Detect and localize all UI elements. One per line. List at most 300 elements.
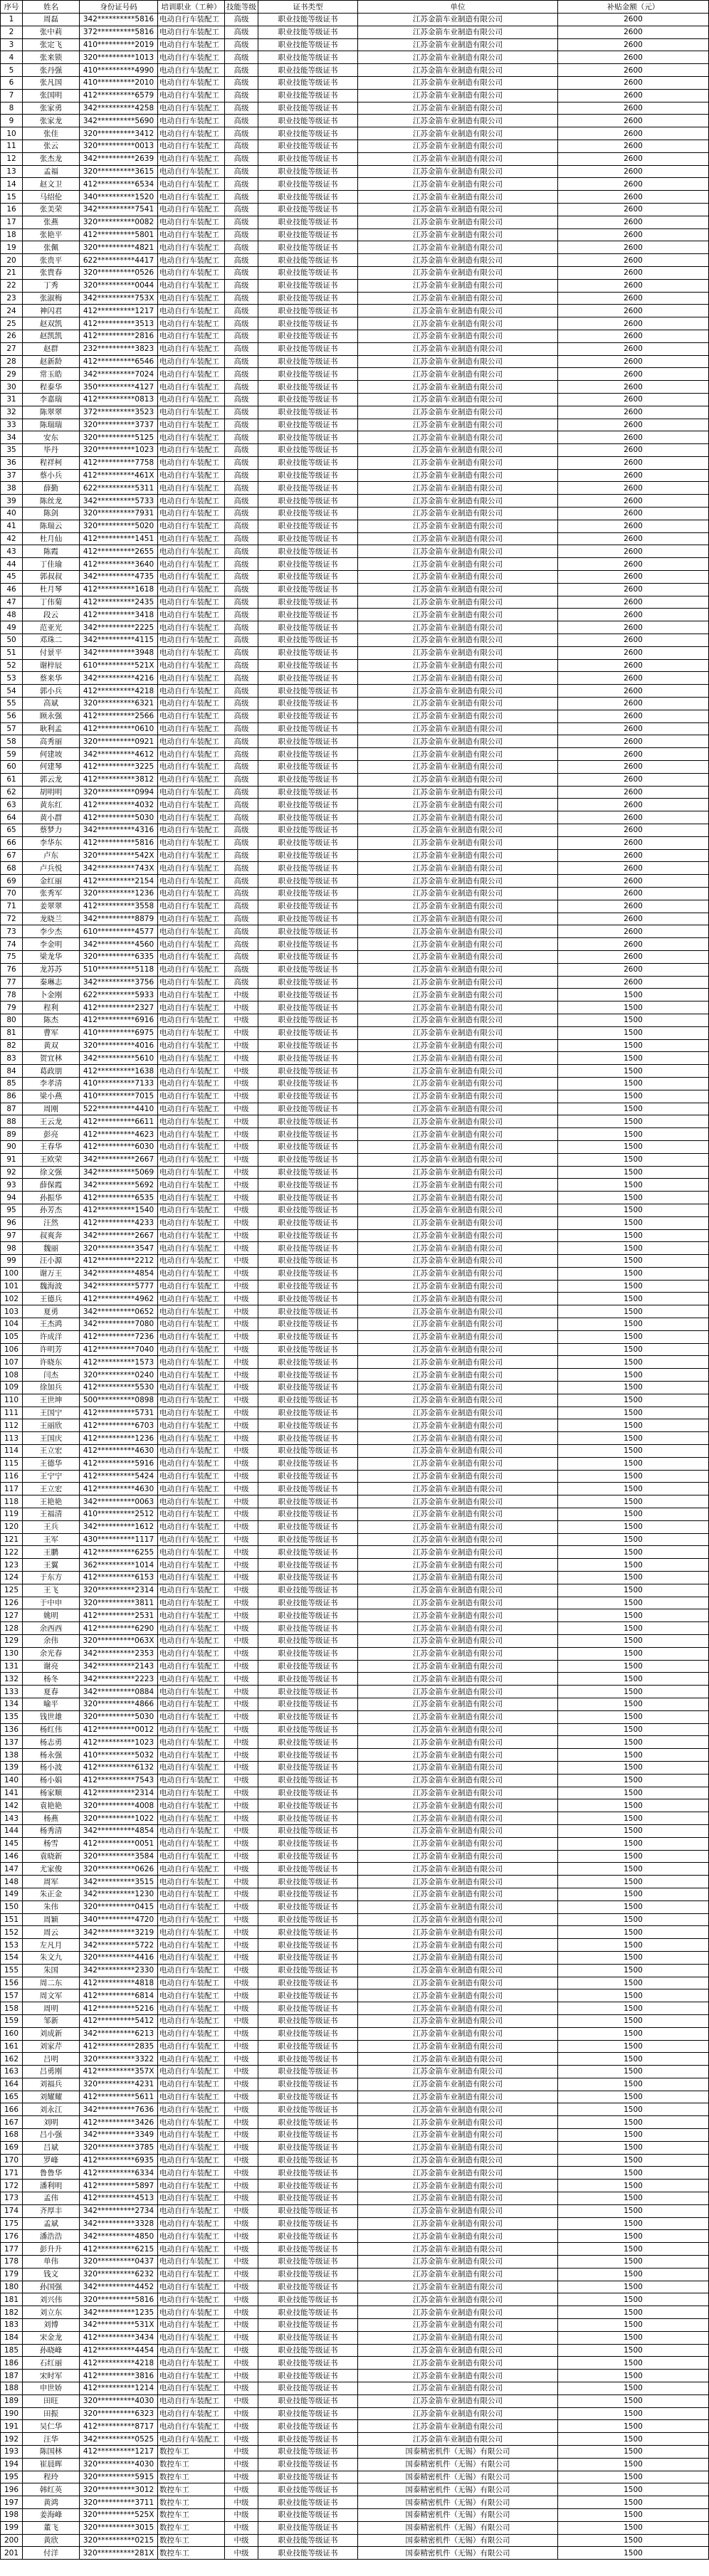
cell-occupation: 电动自行车装配工 bbox=[158, 621, 225, 634]
cell-id-number: 412**********4630 bbox=[80, 1483, 158, 1495]
cell-id-number: 320**********3615 bbox=[80, 165, 158, 178]
cell-occupation: 电动自行车装配工 bbox=[158, 811, 225, 824]
cell-index: 141 bbox=[1, 1787, 23, 1799]
cell-occupation: 电动自行车装配工 bbox=[158, 1369, 225, 1382]
cell-certificate-type: 职业技能等级证书 bbox=[258, 1597, 358, 1609]
cell-occupation: 电动自行车装配工 bbox=[158, 1977, 225, 1989]
cell-name: 周刚 bbox=[23, 1103, 80, 1115]
cell-name: 蔡梦力 bbox=[23, 824, 80, 837]
cell-name: 曹军 bbox=[23, 1026, 80, 1039]
cell-employer: 江苏金箭车业制造有限公司 bbox=[358, 38, 558, 51]
cell-occupation: 电动自行车装配工 bbox=[158, 1876, 225, 1888]
cell-employer: 江苏金箭车业制造有限公司 bbox=[358, 1876, 558, 1888]
cell-certificate-type: 职业技能等级证书 bbox=[258, 495, 358, 508]
cell-name: 王德华 bbox=[23, 1457, 80, 1470]
cell-skill-level: 高级 bbox=[225, 317, 258, 330]
cell-index: 150 bbox=[1, 1901, 23, 1913]
cell-certificate-type: 职业技能等级证书 bbox=[258, 1014, 358, 1026]
cell-subsidy-amount: 1500 bbox=[558, 1483, 709, 1495]
cell-certificate-type: 职业技能等级证书 bbox=[258, 862, 358, 875]
cell-index: 54 bbox=[1, 685, 23, 698]
cell-name: 钱文 bbox=[23, 2268, 80, 2281]
cell-certificate-type: 职业技能等级证书 bbox=[258, 1812, 358, 1825]
cell-certificate-type: 职业技能等级证书 bbox=[258, 1457, 358, 1470]
cell-skill-level: 中级 bbox=[225, 1343, 258, 1356]
cell-certificate-type: 职业技能等级证书 bbox=[258, 900, 358, 913]
cell-name: 程泰华 bbox=[23, 381, 80, 394]
cell-name: 刘家芹 bbox=[23, 2040, 80, 2053]
cell-subsidy-amount: 1500 bbox=[558, 2306, 709, 2319]
cell-name: 黄欣 bbox=[23, 2534, 80, 2547]
cell-index: 32 bbox=[1, 406, 23, 419]
cell-certificate-type: 职业技能等级证书 bbox=[258, 2344, 358, 2357]
cell-name: 黄小群 bbox=[23, 811, 80, 824]
cell-employer: 江苏金箭车业制造有限公司 bbox=[358, 444, 558, 457]
cell-subsidy-amount: 1500 bbox=[558, 1305, 709, 1318]
cell-certificate-type: 职业技能等级证书 bbox=[258, 1736, 358, 1749]
cell-name: 汪然 bbox=[23, 1216, 80, 1229]
cell-occupation: 电动自行车装配工 bbox=[158, 900, 225, 913]
cell-index: 49 bbox=[1, 621, 23, 634]
cell-name: 黄双 bbox=[23, 1039, 80, 1052]
cell-id-number: 342**********3349 bbox=[80, 2129, 158, 2142]
cell-employer: 江苏金箭车业制造有限公司 bbox=[358, 1343, 558, 1356]
cell-name: 刘福兵 bbox=[23, 2078, 80, 2091]
cell-name: 张国明 bbox=[23, 89, 80, 102]
table-row bbox=[1, 355, 709, 368]
table-row bbox=[1, 2014, 709, 2027]
cell-id-number: 342**********3948 bbox=[80, 646, 158, 659]
cell-occupation: 电动自行车装配工 bbox=[158, 1964, 225, 1977]
cell-index: 79 bbox=[1, 1002, 23, 1014]
cell-employer: 江苏金箭车业制造有限公司 bbox=[358, 571, 558, 584]
cell-skill-level: 高级 bbox=[225, 646, 258, 659]
cell-index: 159 bbox=[1, 2014, 23, 2027]
cell-employer: 江苏金箭车业制造有限公司 bbox=[358, 773, 558, 786]
cell-skill-level: 高级 bbox=[225, 393, 258, 406]
table-row bbox=[1, 2103, 709, 2116]
cell-skill-level: 高级 bbox=[225, 140, 258, 152]
cell-id-number: 342**********4452 bbox=[80, 2281, 158, 2293]
cell-name: 闫杰 bbox=[23, 1369, 80, 1382]
cell-skill-level: 中级 bbox=[225, 1977, 258, 1989]
cell-certificate-type: 职业技能等级证书 bbox=[258, 1850, 358, 1863]
cell-occupation: 电动自行车装配工 bbox=[158, 191, 225, 204]
cell-subsidy-amount: 1500 bbox=[558, 2331, 709, 2344]
cell-id-number: 320**********0215 bbox=[80, 2534, 158, 2547]
cell-index: 91 bbox=[1, 1153, 23, 1166]
cell-index: 48 bbox=[1, 609, 23, 621]
cell-index: 122 bbox=[1, 1546, 23, 1559]
cell-subsidy-amount: 2600 bbox=[558, 799, 709, 811]
cell-certificate-type: 职业技能等级证书 bbox=[258, 368, 358, 381]
cell-subsidy-amount: 1500 bbox=[558, 989, 709, 1002]
cell-name: 余伟 bbox=[23, 1635, 80, 1648]
cell-name: 魏海波 bbox=[23, 1280, 80, 1293]
cell-certificate-type: 职业技能等级证书 bbox=[258, 1546, 358, 1559]
cell-subsidy-amount: 2600 bbox=[558, 381, 709, 394]
cell-occupation: 电动自行车装配工 bbox=[158, 1989, 225, 2002]
cell-occupation: 电动自行车装配工 bbox=[158, 115, 225, 127]
table-row bbox=[1, 2471, 709, 2483]
cell-occupation: 电动自行车装配工 bbox=[158, 799, 225, 811]
cell-subsidy-amount: 2600 bbox=[558, 456, 709, 469]
cell-id-number: 412**********2435 bbox=[80, 596, 158, 609]
cell-certificate-type: 职业技能等级证书 bbox=[258, 1483, 358, 1495]
cell-index: 18 bbox=[1, 228, 23, 241]
table-row bbox=[1, 51, 709, 64]
cell-certificate-type: 职业技能等级证书 bbox=[258, 824, 358, 837]
cell-subsidy-amount: 1500 bbox=[558, 2458, 709, 2471]
cell-certificate-type: 职业技能等级证书 bbox=[258, 722, 358, 735]
cell-name: 张淑梅 bbox=[23, 292, 80, 305]
cell-employer: 江苏金箭车业制造有限公司 bbox=[358, 2066, 558, 2078]
cell-skill-level: 中级 bbox=[225, 1445, 258, 1458]
cell-id-number: 320**********281X bbox=[80, 2547, 158, 2560]
cell-name: 于中申 bbox=[23, 1597, 80, 1609]
cell-id-number: 412**********2212 bbox=[80, 1255, 158, 1268]
cell-index: 53 bbox=[1, 672, 23, 685]
cell-id-number: 342**********4735 bbox=[80, 571, 158, 584]
cell-index: 140 bbox=[1, 1774, 23, 1787]
cell-subsidy-amount: 1500 bbox=[558, 1888, 709, 1901]
cell-subsidy-amount: 2600 bbox=[558, 824, 709, 837]
cell-employer: 江苏金箭车业制造有限公司 bbox=[358, 1609, 558, 1622]
cell-occupation: 电动自行车装配工 bbox=[158, 381, 225, 394]
table-row bbox=[1, 1318, 709, 1331]
cell-employer: 江苏金箭车业制造有限公司 bbox=[358, 1635, 558, 1648]
cell-occupation: 电动自行车装配工 bbox=[158, 748, 225, 761]
cell-certificate-type: 职业技能等级证书 bbox=[258, 2420, 358, 2433]
cell-certificate-type: 职业技能等级证书 bbox=[258, 1103, 358, 1115]
table-row bbox=[1, 2167, 709, 2180]
cell-name: 韩红英 bbox=[23, 2483, 80, 2496]
cell-employer: 江苏金箭车业制造有限公司 bbox=[358, 469, 558, 482]
cell-skill-level: 高级 bbox=[225, 722, 258, 735]
cell-occupation: 电动自行车装配工 bbox=[158, 89, 225, 102]
cell-certificate-type: 职业技能等级证书 bbox=[258, 2129, 358, 2142]
cell-employer: 江苏金箭车业制造有限公司 bbox=[358, 393, 558, 406]
cell-certificate-type: 职业技能等级证书 bbox=[258, 1305, 358, 1318]
cell-certificate-type: 职业技能等级证书 bbox=[258, 1356, 358, 1369]
cell-skill-level: 中级 bbox=[225, 2508, 258, 2521]
cell-id-number: 412**********1451 bbox=[80, 532, 158, 545]
cell-employer: 江苏金箭车业制造有限公司 bbox=[358, 1508, 558, 1521]
cell-index: 4 bbox=[1, 51, 23, 64]
cell-index: 50 bbox=[1, 634, 23, 647]
cell-id-number: 342**********2353 bbox=[80, 1647, 158, 1660]
cell-occupation: 数控车工 bbox=[158, 2458, 225, 2471]
cell-occupation: 电动自行车装配工 bbox=[158, 1710, 225, 1723]
cell-certificate-type: 职业技能等级证书 bbox=[258, 1330, 358, 1343]
table-row bbox=[1, 1622, 709, 1635]
cell-name: 耿利孟 bbox=[23, 722, 80, 735]
cell-occupation: 电动自行车装配工 bbox=[158, 2293, 225, 2306]
cell-subsidy-amount: 2600 bbox=[558, 875, 709, 888]
cell-skill-level: 中级 bbox=[225, 2180, 258, 2192]
cell-name: 喻平 bbox=[23, 1698, 80, 1710]
cell-certificate-type: 职业技能等级证书 bbox=[258, 76, 358, 89]
cell-index: 174 bbox=[1, 2204, 23, 2217]
cell-id-number: 412**********2531 bbox=[80, 1609, 158, 1622]
cell-index: 85 bbox=[1, 1077, 23, 1090]
cell-name: 王国宁 bbox=[23, 1407, 80, 1419]
cell-subsidy-amount: 1500 bbox=[558, 2129, 709, 2142]
cell-name: 张丹强 bbox=[23, 64, 80, 77]
cell-name: 李少杰 bbox=[23, 925, 80, 938]
cell-skill-level: 中级 bbox=[225, 2433, 258, 2446]
table-row bbox=[1, 1166, 709, 1179]
cell-skill-level: 高级 bbox=[225, 216, 258, 228]
cell-certificate-type: 职业技能等级证书 bbox=[258, 1382, 358, 1394]
cell-name: 孙国强 bbox=[23, 2281, 80, 2293]
cell-employer: 江苏金箭车业制造有限公司 bbox=[358, 685, 558, 698]
cell-occupation: 电动自行车装配工 bbox=[158, 1749, 225, 1762]
cell-occupation: 电动自行车装配工 bbox=[158, 761, 225, 774]
cell-occupation: 电动自行车装配工 bbox=[158, 279, 225, 292]
cell-occupation: 电动自行车装配工 bbox=[158, 2192, 225, 2205]
cell-subsidy-amount: 1500 bbox=[558, 1951, 709, 1964]
cell-index: 36 bbox=[1, 456, 23, 469]
cell-subsidy-amount: 1500 bbox=[558, 1584, 709, 1597]
cell-employer: 江苏金箭车业制造有限公司 bbox=[358, 1774, 558, 1787]
cell-index: 55 bbox=[1, 698, 23, 710]
cell-certificate-type: 职业技能等级证书 bbox=[258, 2407, 358, 2420]
cell-name: 郭云龙 bbox=[23, 773, 80, 786]
cell-certificate-type: 职业技能等级证书 bbox=[258, 1216, 358, 1229]
cell-certificate-type: 职业技能等级证书 bbox=[258, 2357, 358, 2370]
table-row bbox=[1, 913, 709, 925]
cell-id-number: 342**********4316 bbox=[80, 824, 158, 837]
cell-subsidy-amount: 1500 bbox=[558, 1901, 709, 1913]
cell-index: 92 bbox=[1, 1166, 23, 1179]
cell-id-number: 320**********3737 bbox=[80, 419, 158, 431]
cell-subsidy-amount: 1500 bbox=[558, 2204, 709, 2217]
table-row bbox=[1, 2180, 709, 2192]
cell-name: 齐厚丰 bbox=[23, 2204, 80, 2217]
cell-skill-level: 中级 bbox=[225, 1787, 258, 1799]
cell-id-number: 320**********3584 bbox=[80, 1850, 158, 1863]
cell-subsidy-amount: 2600 bbox=[558, 482, 709, 495]
cell-subsidy-amount: 1500 bbox=[558, 1710, 709, 1723]
cell-occupation: 电动自行车装配工 bbox=[158, 1394, 225, 1407]
cell-id-number: 412**********2314 bbox=[80, 1787, 158, 1799]
table-row bbox=[1, 393, 709, 406]
cell-certificate-type: 职业技能等级证书 bbox=[258, 1508, 358, 1521]
table-row bbox=[1, 1876, 709, 1888]
cell-skill-level: 中级 bbox=[225, 1913, 258, 1926]
cell-skill-level: 中级 bbox=[225, 1356, 258, 1369]
cell-certificate-type: 职业技能等级证书 bbox=[258, 1229, 358, 1242]
cell-skill-level: 高级 bbox=[225, 685, 258, 698]
cell-index: 74 bbox=[1, 938, 23, 951]
table-row bbox=[1, 228, 709, 241]
cell-occupation: 电动自行车装配工 bbox=[158, 609, 225, 621]
cell-skill-level: 高级 bbox=[225, 355, 258, 368]
cell-skill-level: 高级 bbox=[225, 596, 258, 609]
table-row bbox=[1, 1090, 709, 1103]
cell-occupation: 电动自行车装配工 bbox=[158, 456, 225, 469]
cell-certificate-type: 职业技能等级证书 bbox=[258, 1876, 358, 1888]
cell-employer: 江苏金箭车业制造有限公司 bbox=[358, 1584, 558, 1597]
cell-id-number: 412**********4513 bbox=[80, 2192, 158, 2205]
cell-subsidy-amount: 2600 bbox=[558, 292, 709, 305]
cell-certificate-type: 职业技能等级证书 bbox=[258, 963, 358, 976]
cell-name: 单伟 bbox=[23, 2256, 80, 2269]
cell-certificate-type: 职业技能等级证书 bbox=[258, 1153, 358, 1166]
cell-name: 蔡来华 bbox=[23, 672, 80, 685]
cell-subsidy-amount: 1500 bbox=[558, 2192, 709, 2205]
cell-skill-level: 高级 bbox=[225, 571, 258, 584]
cell-skill-level: 中级 bbox=[225, 2370, 258, 2382]
cell-occupation: 电动自行车装配工 bbox=[158, 925, 225, 938]
cell-name: 范亚光 bbox=[23, 621, 80, 634]
cell-skill-level: 中级 bbox=[225, 1495, 258, 1508]
table-row bbox=[1, 1597, 709, 1609]
cell-id-number: 342**********7024 bbox=[80, 368, 158, 381]
table-row bbox=[1, 1572, 709, 1584]
cell-index: 45 bbox=[1, 571, 23, 584]
cell-occupation: 电动自行车装配工 bbox=[158, 1533, 225, 1546]
cell-id-number: 412**********3426 bbox=[80, 2116, 158, 2129]
cell-subsidy-amount: 1500 bbox=[558, 1369, 709, 1382]
cell-id-number: 320**********3412 bbox=[80, 127, 158, 140]
cell-skill-level: 中级 bbox=[225, 2407, 258, 2420]
cell-occupation: 电动自行车装配工 bbox=[158, 2394, 225, 2407]
cell-skill-level: 中级 bbox=[225, 2014, 258, 2027]
cell-skill-level: 高级 bbox=[225, 508, 258, 520]
cell-certificate-type: 职业技能等级证书 bbox=[258, 2433, 358, 2446]
cell-name: 潘浩浩 bbox=[23, 2230, 80, 2243]
cell-id-number: 412**********6030 bbox=[80, 1140, 158, 1153]
table-row bbox=[1, 216, 709, 228]
table-row bbox=[1, 140, 709, 152]
cell-certificate-type: 职业技能等级证书 bbox=[258, 51, 358, 64]
cell-name: 王福清 bbox=[23, 1508, 80, 1521]
cell-id-number: 342**********6213 bbox=[80, 2027, 158, 2040]
cell-skill-level: 中级 bbox=[225, 1888, 258, 1901]
cell-index: 7 bbox=[1, 89, 23, 102]
cell-skill-level: 中级 bbox=[225, 2053, 258, 2066]
cell-skill-level: 高级 bbox=[225, 127, 258, 140]
cell-name: 刘立东 bbox=[23, 2306, 80, 2319]
cell-certificate-type: 职业技能等级证书 bbox=[258, 925, 358, 938]
cell-id-number: 412**********4454 bbox=[80, 2344, 158, 2357]
cell-employer: 江苏金箭车业制造有限公司 bbox=[358, 1686, 558, 1698]
table-row bbox=[1, 2141, 709, 2154]
table-row bbox=[1, 1052, 709, 1065]
table-row bbox=[1, 2496, 709, 2509]
cell-skill-level: 高级 bbox=[225, 64, 258, 77]
cell-certificate-type: 职业技能等级证书 bbox=[258, 1204, 358, 1216]
table-row bbox=[1, 1761, 709, 1774]
cell-subsidy-amount: 2600 bbox=[558, 406, 709, 419]
cell-certificate-type: 职业技能等级证书 bbox=[258, 2534, 358, 2547]
cell-id-number: 412**********1540 bbox=[80, 1204, 158, 1216]
cell-certificate-type: 职业技能等级证书 bbox=[258, 2547, 358, 2560]
cell-occupation: 电动自行车装配工 bbox=[158, 1774, 225, 1787]
cell-name: 尤家俊 bbox=[23, 1863, 80, 1876]
cell-name: 刘明 bbox=[23, 2116, 80, 2129]
cell-index: 101 bbox=[1, 1280, 23, 1293]
cell-employer: 国泰精密机件（无锡）有限公司 bbox=[358, 2508, 558, 2521]
cell-subsidy-amount: 2600 bbox=[558, 698, 709, 710]
cell-employer: 江苏金箭车业制造有限公司 bbox=[358, 2420, 558, 2433]
cell-index: 135 bbox=[1, 1710, 23, 1723]
cell-id-number: 342**********4854 bbox=[80, 1267, 158, 1280]
cell-certificate-type: 职业技能等级证书 bbox=[258, 761, 358, 774]
cell-certificate-type: 职业技能等级证书 bbox=[258, 89, 358, 102]
cell-certificate-type: 职业技能等级证书 bbox=[258, 786, 358, 799]
cell-occupation: 电动自行车装配工 bbox=[158, 64, 225, 77]
cell-index: 41 bbox=[1, 520, 23, 532]
cell-occupation: 电动自行车装配工 bbox=[158, 1140, 225, 1153]
cell-occupation: 电动自行车装配工 bbox=[158, 571, 225, 584]
cell-name: 夏勇 bbox=[23, 1305, 80, 1318]
cell-occupation: 电动自行车装配工 bbox=[158, 2357, 225, 2370]
cell-certificate-type: 职业技能等级证书 bbox=[258, 1572, 358, 1584]
cell-certificate-type: 职业技能等级证书 bbox=[258, 1192, 358, 1204]
cell-occupation: 电动自行车装配工 bbox=[158, 1014, 225, 1026]
cell-skill-level: 高级 bbox=[225, 773, 258, 786]
cell-id-number: 412**********6611 bbox=[80, 1115, 158, 1128]
cell-id-number: 412**********5897 bbox=[80, 2180, 158, 2192]
cell-id-number: 320**********5125 bbox=[80, 431, 158, 444]
cell-name: 田振 bbox=[23, 2407, 80, 2420]
cell-occupation: 电动自行车装配工 bbox=[158, 393, 225, 406]
cell-certificate-type: 职业技能等级证书 bbox=[258, 2394, 358, 2407]
cell-employer: 江苏金箭车业制造有限公司 bbox=[358, 2192, 558, 2205]
cell-name: 吕明 bbox=[23, 2053, 80, 2066]
cell-subsidy-amount: 1500 bbox=[558, 1520, 709, 1533]
cell-index: 116 bbox=[1, 1470, 23, 1483]
cell-name: 石红丽 bbox=[23, 2357, 80, 2370]
cell-subsidy-amount: 1500 bbox=[558, 1812, 709, 1825]
cell-index: 163 bbox=[1, 2066, 23, 2078]
cell-occupation: 电动自行车装配工 bbox=[158, 76, 225, 89]
table-row bbox=[1, 1673, 709, 1686]
cell-skill-level: 高级 bbox=[225, 950, 258, 963]
cell-occupation: 电动自行车装配工 bbox=[158, 1673, 225, 1686]
cell-index: 14 bbox=[1, 178, 23, 191]
cell-occupation: 电动自行车装配工 bbox=[158, 1913, 225, 1926]
cell-occupation: 电动自行车装配工 bbox=[158, 254, 225, 267]
cell-certificate-type: 职业技能等级证书 bbox=[258, 2446, 358, 2459]
cell-skill-level: 高级 bbox=[225, 102, 258, 115]
cell-name: 丁伟菊 bbox=[23, 596, 80, 609]
cell-skill-level: 中级 bbox=[225, 1673, 258, 1686]
cell-subsidy-amount: 2600 bbox=[558, 609, 709, 621]
cell-id-number: 320**********063X bbox=[80, 1635, 158, 1648]
cell-id-number: 410**********2512 bbox=[80, 1508, 158, 1521]
cell-name: 高斌 bbox=[23, 698, 80, 710]
cell-id-number: 350**********4127 bbox=[80, 381, 158, 394]
table-row bbox=[1, 508, 709, 520]
cell-index: 121 bbox=[1, 1533, 23, 1546]
cell-index: 42 bbox=[1, 532, 23, 545]
cell-name: 吴仁华 bbox=[23, 2420, 80, 2433]
cell-employer: 江苏金箭车业制造有限公司 bbox=[358, 1280, 558, 1293]
cell-subsidy-amount: 2600 bbox=[558, 748, 709, 761]
cell-skill-level: 高级 bbox=[225, 89, 258, 102]
cell-skill-level: 高级 bbox=[225, 381, 258, 394]
cell-name: 丁佳瑜 bbox=[23, 558, 80, 571]
cell-name: 许成洋 bbox=[23, 1330, 80, 1343]
table-row bbox=[1, 634, 709, 647]
table-row bbox=[1, 1115, 709, 1128]
cell-name: 王飞 bbox=[23, 1584, 80, 1597]
cell-skill-level: 中级 bbox=[225, 1863, 258, 1876]
